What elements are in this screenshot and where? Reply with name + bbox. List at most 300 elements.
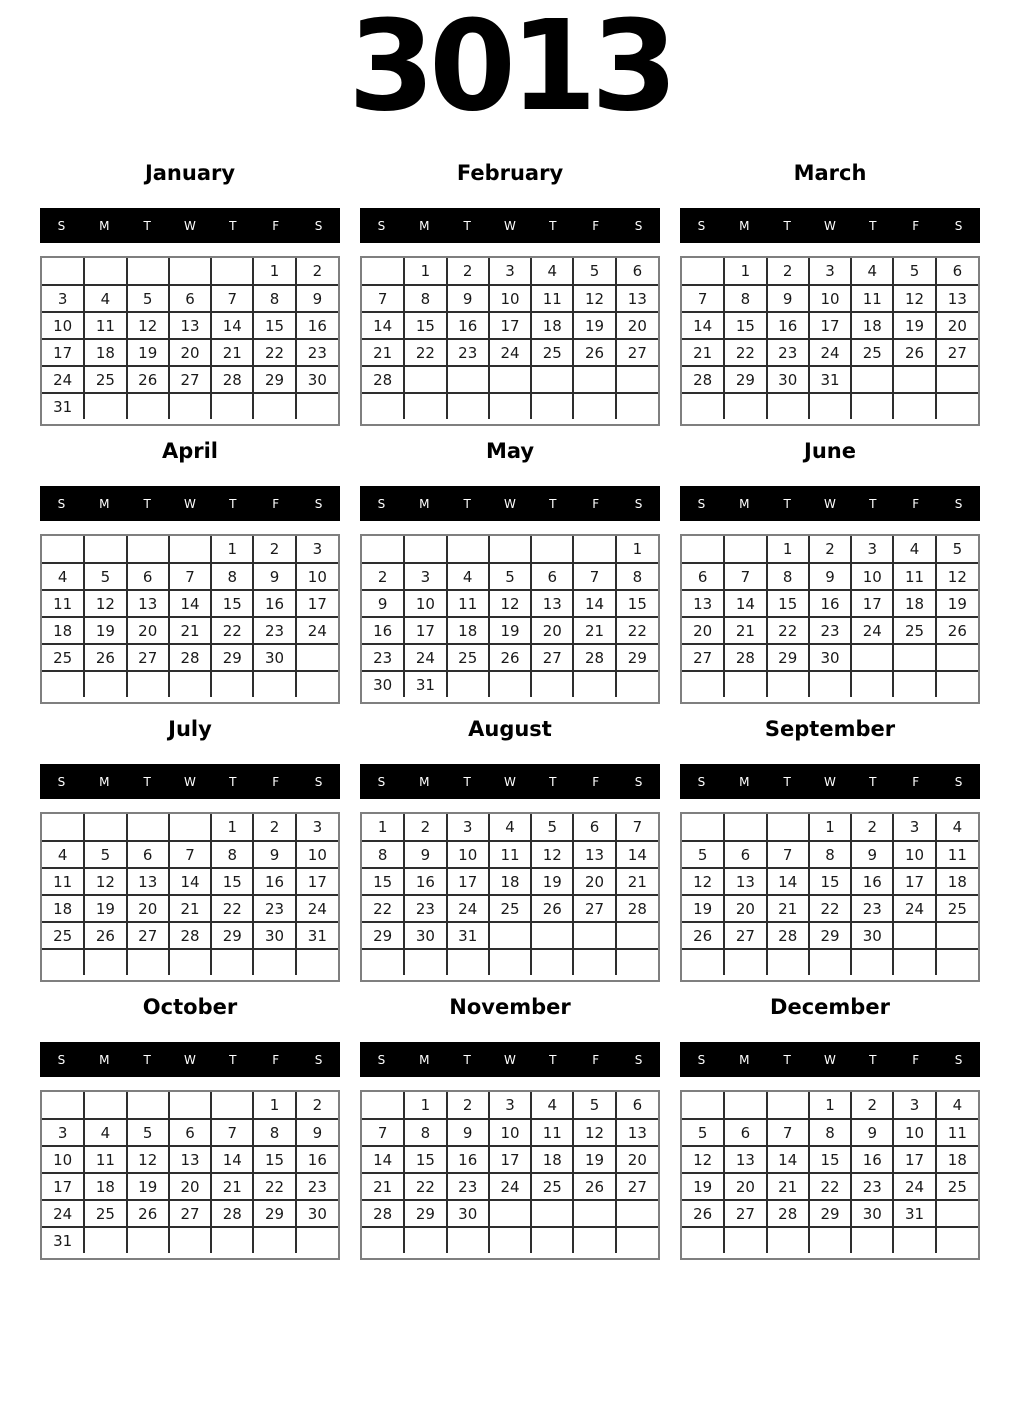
date-cell: 20 xyxy=(682,617,724,644)
date-cell: 22 xyxy=(211,895,253,922)
date-cell: 26 xyxy=(84,922,126,949)
empty-cell xyxy=(767,1227,809,1253)
date-cell: 15 xyxy=(809,868,851,895)
empty-cell xyxy=(809,671,851,697)
weekday-header xyxy=(40,1042,340,1077)
month-grid-frame xyxy=(360,534,660,704)
date-cell: 7 xyxy=(362,1119,404,1146)
week-row xyxy=(682,258,978,285)
month-title: March xyxy=(793,161,867,185)
empty-cell xyxy=(42,1092,84,1119)
week-row xyxy=(362,1146,658,1173)
date-cell: 14 xyxy=(724,590,766,617)
date-cell: 25 xyxy=(84,366,126,393)
weekday-label: M xyxy=(739,496,750,511)
date-cell: 12 xyxy=(127,1146,169,1173)
week-row xyxy=(362,339,658,366)
date-grid xyxy=(682,258,978,419)
date-cell: 30 xyxy=(296,1200,338,1227)
weekday-label: W xyxy=(184,1052,196,1067)
week-row xyxy=(682,285,978,312)
date-grid xyxy=(682,814,978,975)
month-title: June xyxy=(804,439,856,463)
date-cell: 7 xyxy=(362,285,404,312)
empty-cell xyxy=(724,393,766,419)
date-cell: 30 xyxy=(767,366,809,393)
date-grid xyxy=(42,814,338,975)
weekday-header xyxy=(680,764,980,799)
weekday-label: T xyxy=(143,218,151,233)
date-cell: 25 xyxy=(447,644,489,671)
date-cell: 16 xyxy=(447,1146,489,1173)
weekday-label: W xyxy=(824,1052,836,1067)
date-cell: 10 xyxy=(296,841,338,868)
weekday-label: F xyxy=(272,218,280,233)
week-row xyxy=(682,339,978,366)
date-cell: 3 xyxy=(893,814,935,841)
date-cell: 9 xyxy=(447,1119,489,1146)
date-cell: 17 xyxy=(489,312,531,339)
weekday-label: F xyxy=(912,496,920,511)
date-cell: 28 xyxy=(724,644,766,671)
week-row xyxy=(682,536,978,563)
weekday-label: F xyxy=(272,774,280,789)
empty-cell xyxy=(84,258,126,285)
week-row xyxy=(362,563,658,590)
weekday-label: T xyxy=(549,218,557,233)
date-cell: 13 xyxy=(127,868,169,895)
date-cell: 18 xyxy=(936,868,978,895)
month-block xyxy=(680,161,980,426)
date-cell: 7 xyxy=(616,814,658,841)
empty-cell xyxy=(127,1092,169,1119)
date-cell: 18 xyxy=(936,1146,978,1173)
week-row xyxy=(42,949,338,975)
week-row xyxy=(362,1173,658,1200)
date-cell: 26 xyxy=(682,922,724,949)
date-cell: 16 xyxy=(404,868,446,895)
date-cell: 31 xyxy=(296,922,338,949)
date-cell: 19 xyxy=(127,1173,169,1200)
date-cell: 1 xyxy=(253,258,295,285)
date-cell: 31 xyxy=(447,922,489,949)
date-cell: 30 xyxy=(253,922,295,949)
date-cell: 2 xyxy=(767,258,809,285)
week-row xyxy=(362,841,658,868)
date-cell: 14 xyxy=(573,590,615,617)
weekday-header xyxy=(360,486,660,521)
empty-cell xyxy=(404,1227,446,1253)
date-cell: 12 xyxy=(84,590,126,617)
date-cell: 23 xyxy=(447,1173,489,1200)
month-grid-frame xyxy=(680,534,980,704)
date-cell: 19 xyxy=(84,895,126,922)
empty-cell xyxy=(767,814,809,841)
date-cell: 21 xyxy=(616,868,658,895)
date-cell: 21 xyxy=(211,339,253,366)
month-title: November xyxy=(449,995,571,1019)
weekday-label: F xyxy=(592,218,600,233)
date-cell: 26 xyxy=(84,644,126,671)
date-cell: 4 xyxy=(851,258,893,285)
date-cell: 21 xyxy=(573,617,615,644)
date-cell: 18 xyxy=(42,895,84,922)
date-cell: 16 xyxy=(767,312,809,339)
empty-cell xyxy=(127,671,169,697)
empty-cell xyxy=(404,366,446,393)
date-cell: 17 xyxy=(404,617,446,644)
empty-cell xyxy=(767,1092,809,1119)
month-title: April xyxy=(161,439,219,463)
month-block xyxy=(680,439,980,704)
date-cell: 21 xyxy=(169,895,211,922)
date-cell: 12 xyxy=(531,841,573,868)
date-cell: 4 xyxy=(936,814,978,841)
date-cell: 25 xyxy=(42,644,84,671)
date-cell: 16 xyxy=(851,868,893,895)
weekday-label: S xyxy=(954,218,963,233)
date-cell: 1 xyxy=(724,258,766,285)
date-cell: 15 xyxy=(211,590,253,617)
date-cell: 5 xyxy=(84,563,126,590)
date-cell: 13 xyxy=(616,1119,658,1146)
date-cell: 6 xyxy=(936,258,978,285)
date-cell: 29 xyxy=(211,922,253,949)
empty-cell xyxy=(253,671,295,697)
date-cell: 15 xyxy=(253,312,295,339)
month-title: August xyxy=(468,717,552,741)
empty-cell xyxy=(84,949,126,975)
date-cell: 27 xyxy=(616,1173,658,1200)
date-cell: 17 xyxy=(42,339,84,366)
date-cell: 31 xyxy=(42,1227,84,1253)
date-grid xyxy=(362,536,658,697)
weekday-label: S xyxy=(314,496,323,511)
month-title: January xyxy=(144,161,236,185)
date-cell: 7 xyxy=(767,1119,809,1146)
date-grid xyxy=(42,258,338,419)
date-cell: 1 xyxy=(404,258,446,285)
date-cell: 20 xyxy=(169,1173,211,1200)
week-row xyxy=(362,949,658,975)
month-block xyxy=(360,439,660,704)
empty-cell xyxy=(296,393,338,419)
date-cell: 2 xyxy=(851,814,893,841)
week-row xyxy=(682,922,978,949)
date-cell: 22 xyxy=(616,617,658,644)
empty-cell xyxy=(296,671,338,697)
empty-cell xyxy=(724,814,766,841)
weekday-label: S xyxy=(697,774,706,789)
date-cell: 24 xyxy=(489,1173,531,1200)
empty-cell xyxy=(573,393,615,419)
empty-cell xyxy=(362,536,404,563)
empty-cell xyxy=(682,258,724,285)
date-cell: 22 xyxy=(253,1173,295,1200)
date-cell: 26 xyxy=(893,339,935,366)
date-cell: 13 xyxy=(724,868,766,895)
date-cell: 17 xyxy=(489,1146,531,1173)
date-cell: 28 xyxy=(211,1200,253,1227)
date-cell: 30 xyxy=(809,644,851,671)
date-cell: 17 xyxy=(851,590,893,617)
date-cell: 23 xyxy=(253,617,295,644)
week-row xyxy=(362,895,658,922)
empty-cell xyxy=(169,258,211,285)
empty-cell xyxy=(616,1200,658,1227)
date-cell: 14 xyxy=(767,1146,809,1173)
date-cell: 8 xyxy=(253,1119,295,1146)
date-cell: 6 xyxy=(616,258,658,285)
date-cell: 6 xyxy=(531,563,573,590)
weekday-label: T xyxy=(783,774,791,789)
empty-cell xyxy=(489,366,531,393)
empty-cell xyxy=(296,644,338,671)
date-cell: 18 xyxy=(42,617,84,644)
empty-cell xyxy=(211,949,253,975)
weekday-label: W xyxy=(504,496,516,511)
date-grid xyxy=(682,1092,978,1253)
month-grid-frame xyxy=(680,812,980,982)
date-cell: 22 xyxy=(404,1173,446,1200)
date-cell: 24 xyxy=(404,644,446,671)
weekday-label: W xyxy=(824,496,836,511)
date-cell: 10 xyxy=(296,563,338,590)
date-cell: 22 xyxy=(404,339,446,366)
date-cell: 9 xyxy=(296,285,338,312)
week-row xyxy=(682,590,978,617)
date-cell: 10 xyxy=(489,1119,531,1146)
date-cell: 3 xyxy=(809,258,851,285)
date-cell: 19 xyxy=(489,617,531,644)
week-row xyxy=(362,644,658,671)
date-cell: 22 xyxy=(724,339,766,366)
month-title: May xyxy=(485,439,535,463)
date-cell: 2 xyxy=(296,258,338,285)
date-cell: 18 xyxy=(447,617,489,644)
date-cell: 15 xyxy=(404,1146,446,1173)
weekday-header xyxy=(40,486,340,521)
date-cell: 22 xyxy=(362,895,404,922)
week-row xyxy=(42,644,338,671)
week-row xyxy=(682,563,978,590)
date-cell: 6 xyxy=(127,563,169,590)
week-row xyxy=(42,590,338,617)
date-cell: 17 xyxy=(447,868,489,895)
date-cell: 2 xyxy=(404,814,446,841)
date-cell: 11 xyxy=(531,285,573,312)
date-cell: 11 xyxy=(936,841,978,868)
date-cell: 24 xyxy=(42,366,84,393)
week-row xyxy=(362,1200,658,1227)
date-cell: 9 xyxy=(851,1119,893,1146)
weekday-label: W xyxy=(184,496,196,511)
empty-cell xyxy=(447,949,489,975)
date-cell: 11 xyxy=(936,1119,978,1146)
date-cell: 15 xyxy=(404,312,446,339)
empty-cell xyxy=(682,393,724,419)
date-cell: 14 xyxy=(616,841,658,868)
date-cell: 30 xyxy=(404,922,446,949)
week-row xyxy=(42,1173,338,1200)
week-row xyxy=(42,895,338,922)
date-cell: 11 xyxy=(489,841,531,868)
empty-cell xyxy=(893,1227,935,1253)
date-cell: 20 xyxy=(531,617,573,644)
date-cell: 14 xyxy=(767,868,809,895)
empty-cell xyxy=(573,949,615,975)
date-cell: 12 xyxy=(893,285,935,312)
date-cell: 23 xyxy=(253,895,295,922)
date-cell: 28 xyxy=(211,366,253,393)
empty-cell xyxy=(936,366,978,393)
weekday-header xyxy=(40,208,340,243)
empty-cell xyxy=(42,258,84,285)
date-cell: 23 xyxy=(767,339,809,366)
week-row xyxy=(682,1227,978,1253)
date-cell: 19 xyxy=(531,868,573,895)
date-cell: 2 xyxy=(809,536,851,563)
date-cell: 27 xyxy=(936,339,978,366)
date-cell: 11 xyxy=(851,285,893,312)
empty-cell xyxy=(531,366,573,393)
empty-cell xyxy=(489,1227,531,1253)
date-cell: 2 xyxy=(447,1092,489,1119)
date-cell: 29 xyxy=(253,366,295,393)
date-cell: 5 xyxy=(127,1119,169,1146)
date-cell: 11 xyxy=(893,563,935,590)
empty-cell xyxy=(936,949,978,975)
date-cell: 10 xyxy=(809,285,851,312)
empty-cell xyxy=(573,922,615,949)
date-cell: 16 xyxy=(253,590,295,617)
weekday-label: S xyxy=(697,1052,706,1067)
date-cell: 10 xyxy=(404,590,446,617)
date-cell: 1 xyxy=(253,1092,295,1119)
date-cell: 29 xyxy=(767,644,809,671)
month-grid-frame xyxy=(680,256,980,426)
empty-cell xyxy=(682,536,724,563)
weekday-label: S xyxy=(377,774,386,789)
date-cell: 14 xyxy=(211,1146,253,1173)
date-cell: 11 xyxy=(84,1146,126,1173)
weekday-label: S xyxy=(57,774,66,789)
weekday-label: M xyxy=(99,774,110,789)
empty-cell xyxy=(809,393,851,419)
date-cell: 13 xyxy=(936,285,978,312)
empty-cell xyxy=(362,1092,404,1119)
empty-cell xyxy=(84,671,126,697)
date-cell: 30 xyxy=(296,366,338,393)
weekday-label: S xyxy=(634,774,643,789)
empty-cell xyxy=(893,644,935,671)
empty-cell xyxy=(169,814,211,841)
date-grid xyxy=(362,258,658,419)
date-cell: 29 xyxy=(211,644,253,671)
empty-cell xyxy=(447,1227,489,1253)
date-cell: 23 xyxy=(851,1173,893,1200)
date-cell: 10 xyxy=(851,563,893,590)
date-cell: 15 xyxy=(362,868,404,895)
weekday-label: S xyxy=(954,496,963,511)
empty-cell xyxy=(893,366,935,393)
date-cell: 28 xyxy=(573,644,615,671)
week-row xyxy=(42,536,338,563)
date-cell: 18 xyxy=(851,312,893,339)
date-cell: 25 xyxy=(531,339,573,366)
date-cell: 7 xyxy=(211,1119,253,1146)
weekday-label: M xyxy=(739,774,750,789)
date-cell: 27 xyxy=(616,339,658,366)
week-row xyxy=(682,814,978,841)
date-cell: 8 xyxy=(404,1119,446,1146)
weekday-header xyxy=(360,208,660,243)
weekday-label: T xyxy=(549,1052,557,1067)
date-cell: 2 xyxy=(362,563,404,590)
date-cell: 20 xyxy=(127,895,169,922)
month-block xyxy=(360,161,660,426)
date-cell: 8 xyxy=(809,841,851,868)
empty-cell xyxy=(42,671,84,697)
weekday-label: S xyxy=(634,496,643,511)
week-row xyxy=(42,841,338,868)
empty-cell xyxy=(682,671,724,697)
empty-cell xyxy=(893,393,935,419)
date-cell: 13 xyxy=(682,590,724,617)
weekday-label: T xyxy=(463,218,471,233)
empty-cell xyxy=(616,922,658,949)
weekday-label: T xyxy=(549,496,557,511)
date-cell: 11 xyxy=(84,312,126,339)
weekday-label: W xyxy=(824,218,836,233)
weekday-label: S xyxy=(314,1052,323,1067)
date-cell: 16 xyxy=(809,590,851,617)
date-cell: 29 xyxy=(404,1200,446,1227)
date-cell: 20 xyxy=(936,312,978,339)
empty-cell xyxy=(211,393,253,419)
week-row xyxy=(682,1119,978,1146)
date-cell: 2 xyxy=(447,258,489,285)
date-cell: 13 xyxy=(169,1146,211,1173)
weekday-header xyxy=(680,208,980,243)
date-cell: 4 xyxy=(42,563,84,590)
weekday-label: T xyxy=(229,218,237,233)
weekday-label: S xyxy=(954,774,963,789)
date-cell: 22 xyxy=(809,895,851,922)
weekday-label: F xyxy=(912,774,920,789)
empty-cell xyxy=(936,1200,978,1227)
weekday-label: T xyxy=(229,774,237,789)
empty-cell xyxy=(253,393,295,419)
empty-cell xyxy=(447,536,489,563)
date-cell: 8 xyxy=(616,563,658,590)
date-cell: 23 xyxy=(851,895,893,922)
week-row xyxy=(42,339,338,366)
date-cell: 10 xyxy=(893,1119,935,1146)
date-cell: 12 xyxy=(127,312,169,339)
date-cell: 6 xyxy=(169,1119,211,1146)
weekday-label: M xyxy=(99,218,110,233)
empty-cell xyxy=(573,1200,615,1227)
date-cell: 10 xyxy=(447,841,489,868)
date-cell: 19 xyxy=(84,617,126,644)
weekday-label: W xyxy=(504,774,516,789)
date-cell: 26 xyxy=(573,339,615,366)
date-cell: 28 xyxy=(362,366,404,393)
empty-cell xyxy=(724,1227,766,1253)
date-cell: 26 xyxy=(682,1200,724,1227)
weekday-label: M xyxy=(99,496,110,511)
